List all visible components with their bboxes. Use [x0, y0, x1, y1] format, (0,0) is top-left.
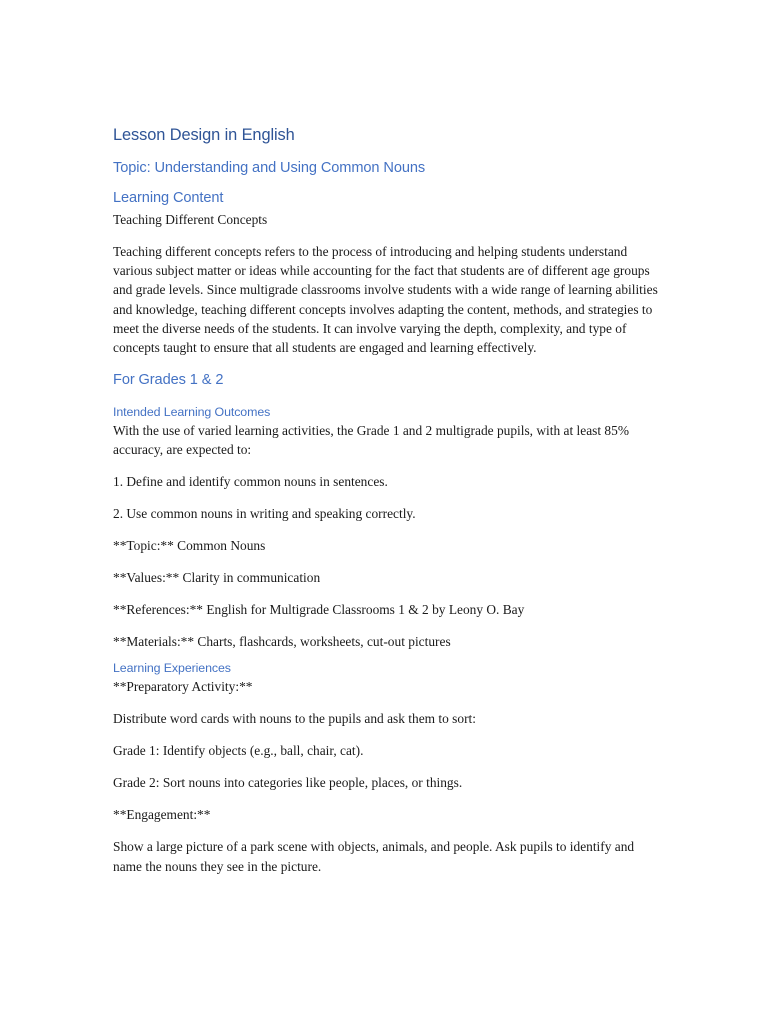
- intro-paragraph: Teaching different concepts refers to the process of introducing and helping students understand various subject matter or ideas while accounting for the fact that students are of different age groups and grade levels. Since multigrade classrooms involve students with a wide range of learning abilities and knowledge, teaching different concepts involves adapting the content, methods, and strategies to meet the diverse needs of the students. It can involve varying the depth, complexity, and type of concepts taught to ensure that all students are engaged and learning effectively.: [113, 244, 658, 356]
- references-line: **References:** English for Multigrade Classrooms 1 & 2 by Leony O. Bay: [113, 602, 525, 618]
- values-line: **Values:** Clarity in communication: [113, 570, 321, 586]
- experiences-heading: Learning Experiences: [113, 661, 231, 676]
- document-page: [113, 124, 658, 889]
- learning-content-heading: Learning Content: [113, 190, 224, 206]
- outcome-item-2: 2. Use common nouns in writing and speaking correctly.: [113, 506, 416, 522]
- grades-heading: For Grades 1 & 2: [113, 372, 224, 389]
- document-title: Lesson Design in English: [113, 126, 295, 144]
- engagement-label: **Engagement:**: [113, 807, 211, 823]
- outcomes-heading: Intended Learning Outcomes: [113, 405, 271, 420]
- grade2-text: Grade 2: Sort nouns into categories like people, places, or things.: [113, 775, 463, 791]
- engagement-text: Show a large picture of a park scene with objects, animals, and people. Ask pupils to identify and name the nouns they see in the picture.: [113, 839, 635, 874]
- topic-heading: Topic: Understanding and Using Common Nouns: [113, 160, 426, 176]
- preparatory-label: **Preparatory Activity:**: [113, 679, 253, 695]
- materials-line: **Materials:** Charts, flashcards, worksheets, cut-out pictures: [113, 634, 451, 650]
- grade1-text: Grade 1: Identify objects (e.g., ball, chair, cat).: [113, 743, 364, 759]
- outcome-item-1: 1. Define and identify common nouns in sentences.: [113, 474, 388, 490]
- teaching-concepts-subheading: Teaching Different Concepts: [113, 212, 268, 227]
- outcomes-intro: With the use of varied learning activities, the Grade 1 and 2 multigrade pupils, with at least 85% accuracy, are expected to:: [113, 423, 629, 458]
- topic-line: **Topic:** Common Nouns: [113, 538, 266, 554]
- distribute-text: Distribute word cards with nouns to the pupils and ask them to sort:: [113, 711, 476, 727]
